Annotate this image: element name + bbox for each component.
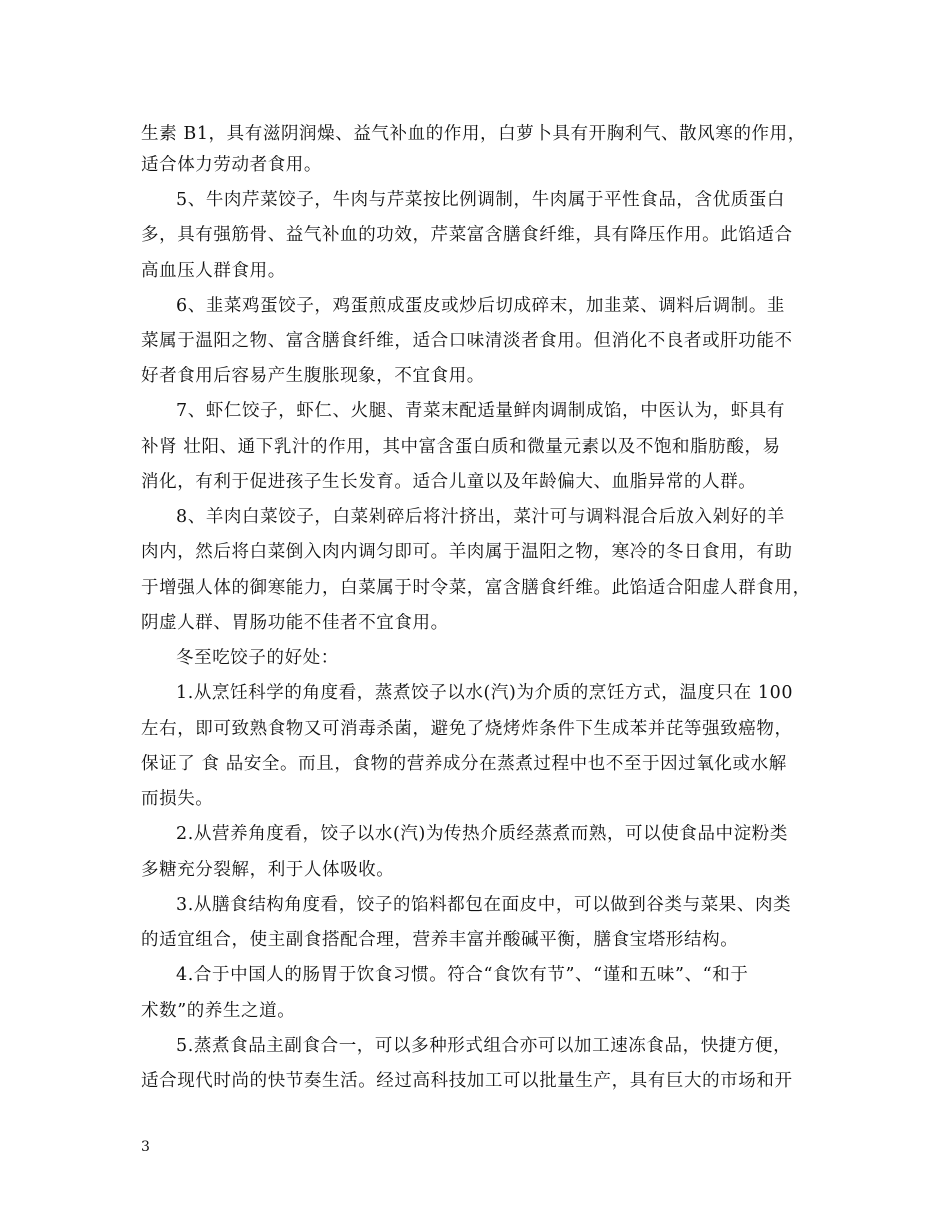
body-text-line: 而损失。 bbox=[141, 789, 214, 809]
body-text-line: 适合现代时尚的快节奏生活。经过高科技加工可以批量生产，具有巨大的市场和开 bbox=[141, 1071, 793, 1091]
body-text-line: 的适宜组合，使主副食搭配合理，营养丰富并酸碱平衡，膳食宝塔形结构。 bbox=[141, 930, 739, 950]
section-heading-line: 冬至吃饺子的好处： bbox=[176, 648, 339, 668]
body-text-line: 于增强人体的御寒能力，白菜属于时令菜，富含膳食纤维。此馅适合阳虚人群食用， bbox=[141, 578, 811, 598]
paragraph-start-line: 8、羊肉白菜饺子，白菜剁碎后将汁挤出，菜汁可与调料混合后放入剁好的羊 bbox=[176, 507, 786, 527]
body-text-line: 生素 B1，具有滋阴润燥、益气补血的作用，白萝卜具有开胸利气、散风寒的作用， bbox=[141, 124, 806, 144]
body-text-line: 术数”的养生之道。 bbox=[141, 1001, 296, 1021]
page-number: 3 bbox=[141, 1139, 150, 1155]
body-text-line: 多，具有强筋骨、益气补血的功效，芹菜富含膳食纤维，具有降压作用。此馅适合 bbox=[141, 225, 793, 245]
paragraph-start-line: 3.从膳食结构角度看，饺子的馅料都包在面皮中，可以做到谷类与菜果、肉类 bbox=[176, 895, 792, 915]
body-text-line: 消化，有利于促进孩子生长发育。适合儿童以及年龄偏大、血脂异常的人群。 bbox=[141, 472, 757, 492]
body-text-line: 肉内，然后将白菜倒入肉内调匀即可。羊肉属于温阳之物，寒冷的冬日食用，有助 bbox=[141, 542, 793, 562]
body-text-line: 多糖充分裂解，利于人体吸收。 bbox=[141, 860, 395, 880]
paragraph-start-line: 1.从烹饪科学的角度看，蒸煮饺子以水(汽)为介质的烹饪方式，温度只在 100 bbox=[176, 683, 794, 703]
body-text-line: 补肾 壮阳、通下乳汁的作用，其中富含蛋白质和微量元素以及不饱和脂肪酸，易 bbox=[141, 437, 781, 457]
paragraph-start-line: 5、牛肉芹菜饺子，牛肉与芹菜按比例调制，牛肉属于平性食品，含优质蛋白 bbox=[176, 190, 786, 210]
paragraph-start-line: 4.合于中国人的肠胃于饮食习惯。符合“食饮有节”、“谨和五味”、“和于 bbox=[176, 965, 749, 985]
body-text-line: 好者食用后容易产生腹胀现象，不宜食用。 bbox=[141, 366, 485, 386]
body-text-line: 阴虚人群、胃肠功能不佳者不宜食用。 bbox=[141, 613, 449, 633]
paragraph-start-line: 7、虾仁饺子，虾仁、火腿、青菜末配适量鲜肉调制成馅，中医认为，虾具有 bbox=[176, 401, 786, 421]
body-text-line: 菜属于温阳之物、富含膳食纤维，适合口味清淡者食用。但消化不良者或肝功能不 bbox=[141, 331, 793, 351]
paragraph-start-line: 2.从营养角度看，饺子以水(汽)为传热介质经蒸煮而熟，可以使食品中淀粉类 bbox=[176, 824, 788, 844]
body-text-line: 高血压人群食用。 bbox=[141, 261, 286, 281]
body-text-line: 适合体力劳动者食用。 bbox=[141, 155, 322, 175]
paragraph-start-line: 5.蒸煮食品主副食合一，可以多种形式组合亦可以加工速冻食品，快捷方便， bbox=[176, 1036, 792, 1056]
body-text-line: 左右，即可致熟食物又可消毒杀菌，避免了烧烤炸条件下生成苯并芘等强致癌物， bbox=[141, 719, 793, 739]
paragraph-start-line: 6、韭菜鸡蛋饺子，鸡蛋煎成蛋皮或炒后切成碎末，加韭菜、调料后调制。韭 bbox=[176, 296, 786, 316]
body-text-line: 保证了 食 品安全。而且，食物的营养成分在蒸煮过程中也不至于因过氧化或水解 bbox=[141, 754, 787, 774]
